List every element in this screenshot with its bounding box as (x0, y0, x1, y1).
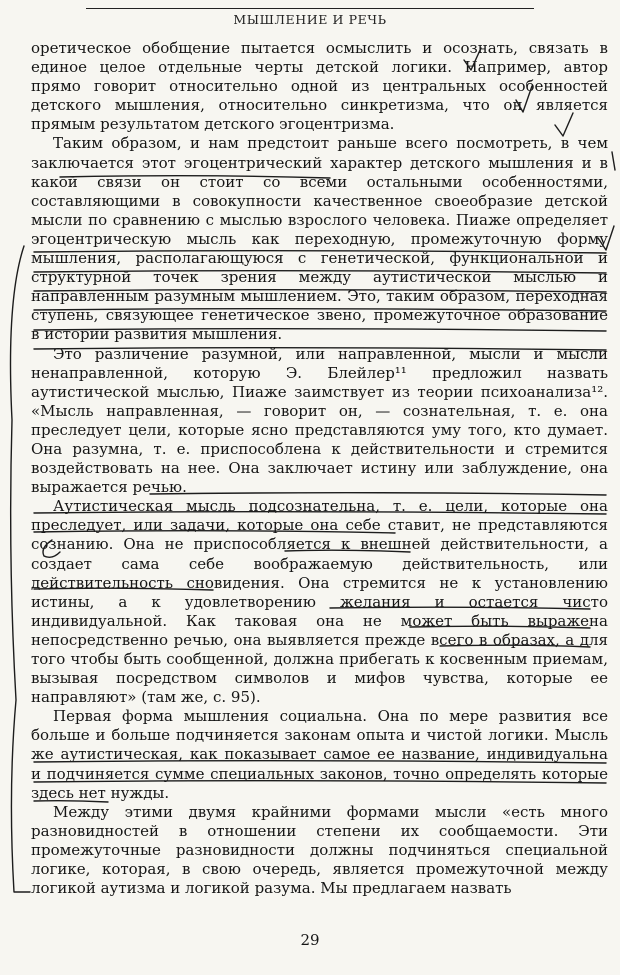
body-text (31, 39, 608, 898)
margin-bracket (11, 246, 31, 892)
paragraph: Первая форма мышления социальна. Она по мере развития все больше и больше подчиняется законам опыта и чистой логики. Мысль же аутистическая, как показывает самое ее название, индивидуальна и подчиняется сумме специальных законов, точно определять которые здесь нет нужды. (31, 707, 608, 802)
running-title: МЫШЛЕНИЕ И РЕЧЬ (233, 12, 387, 27)
header-rule (86, 8, 534, 9)
paragraph: Между этими двумя крайними формами мысли «есть много разновидностей в отношении степени их сообщаемости. Эти промежуточные разновидности должны подчиняться специальной логике, которая, в свою очередь, является промежуточной между логикой аутизма и логикой разума. Мы предлагаем назвать (31, 802, 608, 898)
page-number: 29 (300, 931, 320, 949)
paragraph: Таким образом, и нам предстоит раньше всего посмотреть, в чем заключается этот эгоцентрический характер детского мышления и в какой связи он стоит со всеми остальными особенностями, составляющими в совокупности качественное своеобразие детской мысли по сравнению с мыслью взрослого человека. Пиаже определяет эгоцентрическую мысль как переходную, промежуточную форму мышления, располагающуюся с генетической, функциональной и структурной точек зрения между аутистической мыслью и направленным разумным мышлением. Это, таким образом, переходная ступень, связующее генетическое звено, промежуточное образование в истории развития мышления. (31, 134, 608, 344)
paragraph: оретическое обобщение пытается осмыслить и осознать, связать в единое целое отдельные черты детской логики. Например, автор прямо говорит относительно одной из центральных особенностей детского мышления, относительно синкретизма, что он является прямым результатом детского эгоцентризма. (31, 39, 608, 134)
paragraph: Это различение разумной, или направленной, мысли и мысли ненаправленной, которую Э. Блейлер¹¹ предложил назвать аутистической мыслью, Пиаже заимствует из теории психоанализа¹². «Мысль направленная, — говорит он, — сознательная, т. е. она преследует цели, которые ясно представляются уму того, кто думает. Она разумна, т. е. приспособлена к действительности и стремится воздействовать на нее. Она заключает истину или заблуждение, она выражается речью. (31, 344, 608, 497)
margin-tick (612, 152, 615, 170)
paragraph: Аутистическая мысль подсознательна, т. е. цели, которые она преследует, или задачи, которые она себе ставит, не представляются сознанию. Она не приспособляется к внешней действительности, а создает сама себе воображаемую действительность, или действительность сновидения. Она стремится не к установлению истины, а к удовлетворению желания и остается чисто индивидуальной. Как таковая она не может быть выражена непосредственно речью, она выявляется прежде всего в образах, а для того чтобы быть сообщенной, должна прибегать к косвенным приемам, вызывая посредством символов и мифов чувства, которые ее направляют» (там же, с. 95). (31, 497, 608, 707)
